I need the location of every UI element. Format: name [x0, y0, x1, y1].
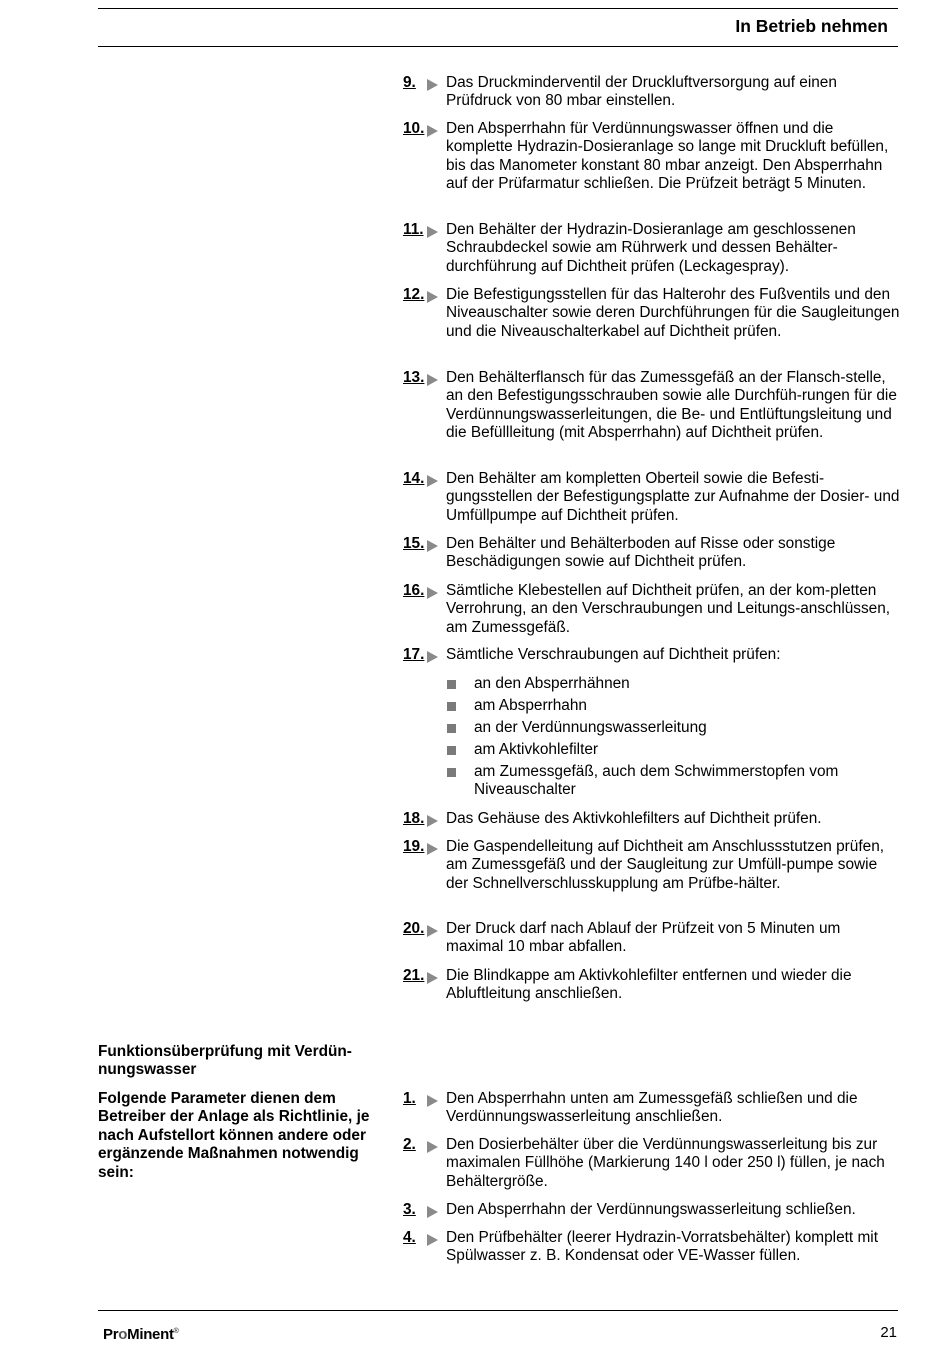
step-arrow-icon: [427, 1206, 438, 1218]
step-arrow-icon: [427, 1234, 438, 1246]
prominent-logo: ProMinent®: [103, 1326, 179, 1343]
step-number: 11.: [403, 221, 441, 240]
step-text: Den Absperrhahn der Verdünnungswasserleitung schließen.: [446, 1201, 856, 1218]
step-number: 10.: [403, 120, 441, 139]
step-arrow-icon: [427, 815, 438, 827]
step-arrow-icon: [427, 125, 438, 137]
step-text: Den Behälter der Hydrazin-Dosieranlage am geschlossenen Schraubdeckel sowie am Rührwerk und dessen Behälter-durchführung auf Dichtheit prüfen (Leckagespray).: [446, 221, 856, 275]
step-text: Der Druck darf nach Ablauf der Prüfzeit von 5 Minuten um maximal 10 mbar abfallen.: [446, 920, 841, 956]
step-number: 19.: [403, 838, 441, 857]
step-number: 12.: [403, 286, 441, 305]
step-text: Den Behälterflansch für das Zumessgefäß an der Flansch-stelle, an den Befestigungsschrauben sowie alle Durchfüh-rungen für die Verdünnungswasserleitungen, die Be- und Entlüftungsleitung und die Befüllleitung (mit Absperrhahn) auf Dichtheit prüfen.: [446, 369, 897, 442]
bullet-square-icon: [447, 768, 456, 777]
step-number: 20.: [403, 920, 441, 939]
step-text: Die Befestigungsstellen für das Halterohr des Fußventils und den Niveauschalter sowie deren Durchführungen für die Saugleitungen und die Niveauschalterkabel auf Dichtheit prüfen.: [446, 286, 900, 340]
step-arrow-icon: [427, 925, 438, 937]
step-number: 3.: [403, 1201, 441, 1220]
step-number: 16.: [403, 582, 441, 601]
step-text: Den Absperrhahn unten am Zumessgefäß schließen und die Verdünnungswasserleitung anschließen.: [446, 1090, 858, 1126]
step-text: Den Absperrhahn für Verdünnungswasser öffnen und die komplette Hydrazin-Dosieranlage so lange mit Druckluft befüllen, bis das Manometer konstant 80 mbar anzeigt. Den Absperrhahn auf der Prüfarmatur schließen. Die Prüfzeit beträgt 5 Minuten.: [446, 120, 889, 193]
step-arrow-icon: [427, 972, 438, 984]
step-number: 13.: [403, 369, 441, 388]
step-number: 9.: [403, 74, 441, 93]
step-text: Das Druckminderventil der Druckluftversorgung auf einen Prüfdruck von 80 mbar einstellen.: [446, 74, 837, 110]
step-text: Den Prüfbehälter (leerer Hydrazin-Vorratsbehälter) komplett mit Spülwasser z. B. Kondensat oder VE-Wasser füllen.: [446, 1229, 878, 1265]
step-number: 1.: [403, 1090, 441, 1109]
step-text: Den Dosierbehälter über die Verdünnungswasserleitung bis zur maximalen Füllhöhe (Markierung 140 l oder 250 l) füllen, je nach Behältergröße.: [446, 1136, 885, 1190]
step-arrow-icon: [427, 291, 438, 303]
bullet-square-icon: [447, 680, 456, 689]
step-number: 17.: [403, 646, 441, 665]
page-number: 21: [880, 1324, 897, 1341]
step-number: 4.: [403, 1229, 441, 1248]
step-number: 15.: [403, 535, 441, 554]
step-text: Das Gehäuse des Aktivkohlefilters auf Dichtheit prüfen.: [446, 810, 822, 827]
step-arrow-icon: [427, 475, 438, 487]
step-number: 21.: [403, 967, 441, 986]
step-arrow-icon: [427, 587, 438, 599]
step-arrow-icon: [427, 1141, 438, 1153]
bullet-square-icon: [447, 702, 456, 711]
step-arrow-icon: [427, 651, 438, 663]
step-text: Die Blindkappe am Aktivkohlefilter entfernen und wieder die Abluftleitung anschließen.: [446, 967, 852, 1003]
step-arrow-icon: [427, 79, 438, 91]
footer-rule: [98, 1310, 898, 1311]
step-text: Die Gaspendelleitung auf Dichtheit am Anschlussstutzen prüfen, am Zumessgefäß und der Saugleitung zur Umfüll-pumpe sowie der Schnellverschlusskupplung am Prüfbe-hälter.: [446, 838, 885, 892]
header-rule-top: [98, 8, 898, 9]
step-number: 18.: [403, 810, 441, 829]
step-text: Den Behälter am kompletten Oberteil sowie die Befesti-gungsstellen der Befestigungsplatte zur Aufnahme der Dosier- und Umfüllpumpe auf Dichtheit prüfen.: [446, 470, 900, 524]
step-text: Sämtliche Klebestellen auf Dichtheit prüfen, an der kom-pletten Verrohrung, an den Verschraubungen und Leitungs-anschlüssen, am Zumessgefäß.: [446, 582, 891, 636]
step-arrow-icon: [427, 540, 438, 552]
step-arrow-icon: [427, 1095, 438, 1107]
header-rule-bottom: [98, 46, 898, 47]
step-arrow-icon: [427, 226, 438, 238]
step-text: Sämtliche Verschraubungen auf Dichtheit prüfen:: [446, 646, 781, 663]
step-text: Den Behälter und Behälterboden auf Risse oder sonstige Beschädigungen sowie auf Dichtheit prüfen.: [446, 535, 836, 571]
section-heading: Funktionsüberprüfung mit Verdün-nungswasser: [98, 1043, 352, 1079]
step-number: 2.: [403, 1136, 441, 1155]
step-arrow-icon: [427, 843, 438, 855]
bullet-square-icon: [447, 746, 456, 755]
step-arrow-icon: [427, 374, 438, 386]
page-title: In Betrieb nehmen: [735, 16, 888, 36]
bullet-square-icon: [447, 724, 456, 733]
step-number: 14.: [403, 470, 441, 489]
section-note: Folgende Parameter dienen dem Betreiber der Anlage als Richtlinie, je nach Aufstellort können andere oder ergänzende Maßnahmen notwendig sein:: [98, 1090, 370, 1181]
